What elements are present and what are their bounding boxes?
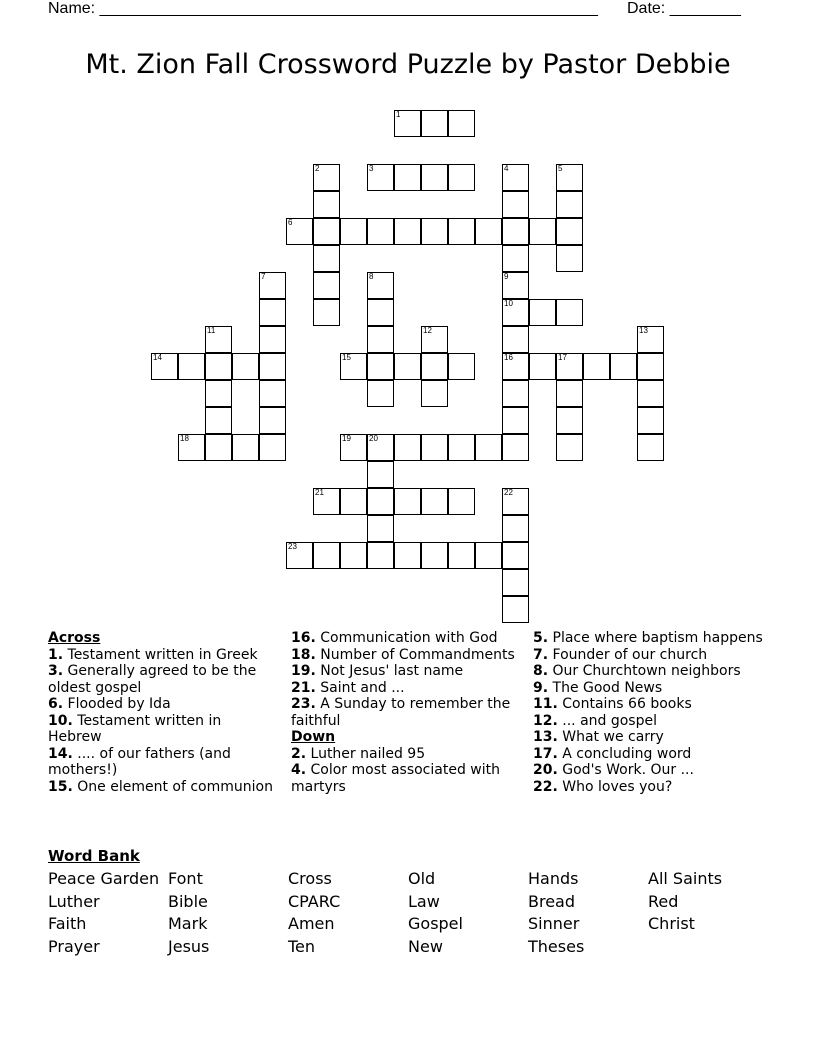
clue-number: 18. bbox=[291, 646, 316, 663]
grid-cell[interactable] bbox=[421, 110, 448, 137]
clue-number: 5. bbox=[533, 630, 549, 646]
word-bank-item: Red bbox=[648, 891, 679, 911]
clue-text: One element of communion bbox=[77, 778, 273, 795]
grid-cell[interactable] bbox=[340, 353, 367, 380]
clue-down-8 bbox=[533, 663, 773, 680]
grid-cell[interactable] bbox=[448, 110, 475, 137]
grid-cell[interactable] bbox=[448, 542, 475, 569]
clue-across-10 bbox=[48, 713, 278, 746]
cell-number: 18 bbox=[180, 434, 189, 443]
grid-cell[interactable] bbox=[448, 218, 475, 245]
grid-cell[interactable] bbox=[205, 326, 232, 353]
cell-number: 19 bbox=[342, 434, 351, 443]
grid-cell[interactable] bbox=[313, 272, 340, 299]
grid-cell[interactable] bbox=[529, 218, 556, 245]
grid-cell[interactable] bbox=[205, 380, 232, 407]
word-bank-column bbox=[408, 868, 528, 958]
clue-text: Communication with God bbox=[320, 630, 498, 646]
cell-number: 4 bbox=[504, 164, 509, 173]
grid-cell[interactable] bbox=[421, 488, 448, 515]
clue-text: The Good News bbox=[552, 679, 663, 696]
grid-cell[interactable] bbox=[502, 380, 529, 407]
grid-cell[interactable] bbox=[313, 218, 340, 245]
grid-cell[interactable] bbox=[637, 434, 664, 461]
word-bank-item: CPARC bbox=[288, 891, 341, 911]
grid-cell[interactable] bbox=[367, 515, 394, 542]
grid-cell[interactable] bbox=[502, 272, 529, 299]
word-bank-column bbox=[648, 868, 768, 936]
clue-number: 10. bbox=[48, 712, 73, 729]
word-bank-item: Amen bbox=[288, 914, 335, 933]
grid-cell[interactable] bbox=[259, 353, 286, 380]
clues-column-1 bbox=[48, 630, 278, 795]
clue-down-17 bbox=[533, 746, 773, 763]
clue-across-19 bbox=[291, 663, 521, 680]
grid-cell[interactable] bbox=[367, 542, 394, 569]
grid-cell[interactable] bbox=[502, 596, 529, 623]
clue-text: .... of our fathers (and mothers!) bbox=[48, 745, 231, 778]
clue-number: 8. bbox=[533, 663, 549, 679]
clue-across-23 bbox=[291, 696, 521, 729]
clue-number: 2. bbox=[291, 745, 307, 762]
clue-number: 4. bbox=[291, 762, 307, 778]
date-field-label: Date: ________ bbox=[627, 0, 741, 17]
grid-cell[interactable] bbox=[313, 299, 340, 326]
word-bank-item: Faith bbox=[48, 914, 87, 933]
grid-cell[interactable] bbox=[340, 488, 367, 515]
grid-cell[interactable] bbox=[475, 542, 502, 569]
cell-number: 20 bbox=[369, 434, 378, 443]
clue-text: What we carry bbox=[562, 729, 664, 745]
clues-column-3 bbox=[533, 630, 773, 795]
grid-cell[interactable] bbox=[367, 434, 394, 461]
grid-cell[interactable] bbox=[421, 218, 448, 245]
word-bank-item: Luther bbox=[48, 891, 100, 911]
grid-cell[interactable] bbox=[340, 218, 367, 245]
clue-text: Not Jesus' last name bbox=[320, 663, 464, 679]
grid-cell[interactable] bbox=[448, 488, 475, 515]
clue-text: Contains 66 books bbox=[562, 696, 692, 712]
word-bank-item: Gospel bbox=[408, 914, 463, 933]
clue-text: Number of Commandments bbox=[320, 646, 515, 663]
word-bank-item: Law bbox=[408, 891, 440, 911]
grid-cell[interactable] bbox=[313, 245, 340, 272]
grid-cell[interactable] bbox=[448, 353, 475, 380]
clue-down-20 bbox=[533, 762, 773, 779]
grid-cell[interactable] bbox=[340, 434, 367, 461]
clue-text: Generally agreed to be the oldest gospel bbox=[48, 663, 257, 696]
word-bank-column bbox=[288, 868, 408, 958]
grid-cell[interactable] bbox=[367, 326, 394, 353]
grid-cell[interactable] bbox=[259, 407, 286, 434]
cell-number: 2 bbox=[315, 164, 320, 173]
word-bank-column bbox=[168, 868, 288, 958]
word-bank-item: Jesus bbox=[168, 936, 210, 956]
clue-number: 11. bbox=[533, 696, 558, 712]
grid-cell[interactable] bbox=[421, 542, 448, 569]
cell-number: 16 bbox=[504, 353, 513, 362]
clue-across-15 bbox=[48, 779, 278, 796]
grid-cell[interactable] bbox=[502, 434, 529, 461]
grid-cell[interactable] bbox=[286, 218, 313, 245]
grid-cell[interactable] bbox=[367, 461, 394, 488]
grid-cell[interactable] bbox=[610, 353, 637, 380]
word-bank-item: Font bbox=[168, 869, 203, 888]
grid-cell[interactable] bbox=[367, 218, 394, 245]
clue-down-4 bbox=[291, 762, 521, 795]
clue-number: 12. bbox=[533, 712, 558, 729]
grid-cell[interactable] bbox=[394, 434, 421, 461]
grid-cell[interactable] bbox=[556, 353, 583, 380]
clue-down-11 bbox=[533, 696, 773, 713]
grid-cell[interactable] bbox=[394, 542, 421, 569]
clue-text: A Sunday to remember the faithful bbox=[291, 696, 511, 729]
clue-across-3 bbox=[48, 663, 278, 696]
word-bank-item: Sinner bbox=[528, 914, 580, 933]
grid-cell[interactable] bbox=[367, 488, 394, 515]
word-bank-title: Word Bank bbox=[48, 847, 140, 865]
grid-cell[interactable] bbox=[232, 434, 259, 461]
grid-cell[interactable] bbox=[367, 272, 394, 299]
cell-number: 13 bbox=[639, 326, 648, 335]
grid-cell[interactable] bbox=[448, 434, 475, 461]
across-heading: Across bbox=[48, 630, 101, 646]
grid-cell[interactable] bbox=[313, 164, 340, 191]
grid-cell[interactable] bbox=[502, 353, 529, 380]
grid-cell[interactable] bbox=[475, 218, 502, 245]
word-bank-item: New bbox=[408, 936, 443, 956]
grid-cell[interactable] bbox=[556, 191, 583, 218]
grid-cell[interactable] bbox=[340, 542, 367, 569]
clue-text: Who loves you? bbox=[562, 778, 673, 795]
clue-text: Luther nailed 95 bbox=[310, 745, 426, 762]
grid-cell[interactable] bbox=[475, 434, 502, 461]
clue-number: 21. bbox=[291, 679, 316, 696]
cell-number: 3 bbox=[369, 164, 374, 173]
grid-cell[interactable] bbox=[205, 407, 232, 434]
word-bank-column bbox=[528, 868, 648, 958]
clue-number: 9. bbox=[533, 679, 549, 696]
word-bank-item: Old bbox=[408, 869, 436, 888]
clue-down-5 bbox=[533, 630, 773, 647]
grid-cell[interactable] bbox=[259, 272, 286, 299]
grid-cell[interactable] bbox=[502, 569, 529, 596]
word-bank-column bbox=[48, 868, 168, 958]
cell-number: 1 bbox=[396, 110, 401, 119]
clue-text: ... and gospel bbox=[562, 712, 657, 729]
grid-cell[interactable] bbox=[502, 488, 529, 515]
cell-number: 9 bbox=[504, 272, 509, 281]
word-bank-item: Prayer bbox=[48, 936, 100, 956]
grid-cell[interactable] bbox=[421, 326, 448, 353]
grid-cell[interactable] bbox=[394, 218, 421, 245]
down-heading: Down bbox=[291, 729, 336, 745]
grid-cell[interactable] bbox=[556, 434, 583, 461]
grid-cell[interactable] bbox=[259, 326, 286, 353]
clue-text: Testament written in Greek bbox=[67, 646, 258, 663]
clue-text: Place where baptism happens bbox=[552, 630, 763, 646]
grid-cell[interactable] bbox=[502, 218, 529, 245]
clue-down-12 bbox=[533, 713, 773, 730]
clue-text: A concluding word bbox=[562, 745, 692, 762]
word-bank-item: All Saints bbox=[648, 869, 723, 888]
grid-cell[interactable] bbox=[151, 353, 178, 380]
clue-text: Our Churchtown neighbors bbox=[552, 663, 741, 679]
clue-number: 3. bbox=[48, 663, 64, 679]
clue-text: Testament written in Hebrew bbox=[48, 712, 222, 745]
grid-cell[interactable] bbox=[502, 299, 529, 326]
clue-text: Founder of our church bbox=[552, 646, 708, 663]
clue-number: 1. bbox=[48, 646, 64, 663]
grid-cell[interactable] bbox=[394, 488, 421, 515]
word-bank-item: Bread bbox=[528, 891, 576, 911]
grid-cell[interactable] bbox=[502, 245, 529, 272]
cell-number: 8 bbox=[369, 272, 374, 281]
grid-cell[interactable] bbox=[313, 191, 340, 218]
grid-cell[interactable] bbox=[205, 353, 232, 380]
clue-number: 19. bbox=[291, 663, 316, 679]
grid-cell[interactable] bbox=[637, 326, 664, 353]
grid-cell[interactable] bbox=[421, 380, 448, 407]
page-title: Mt. Zion Fall Crossword Puzzle by Pastor Debbie bbox=[85, 49, 731, 80]
clue-text: Color most associated with martyrs bbox=[291, 762, 500, 795]
clue-number: 16. bbox=[291, 630, 316, 646]
grid-cell[interactable] bbox=[637, 380, 664, 407]
grid-cell[interactable] bbox=[205, 434, 232, 461]
clue-down-9 bbox=[533, 680, 773, 697]
clue-number: 7. bbox=[533, 646, 549, 663]
clue-number: 22. bbox=[533, 778, 558, 795]
grid-cell[interactable] bbox=[367, 299, 394, 326]
grid-cell[interactable] bbox=[637, 407, 664, 434]
word-bank-item: Mark bbox=[168, 914, 208, 933]
grid-cell[interactable] bbox=[529, 353, 556, 380]
cell-number: 10 bbox=[504, 299, 513, 308]
grid-cell[interactable] bbox=[556, 299, 583, 326]
grid-cell[interactable] bbox=[502, 326, 529, 353]
grid-cell[interactable] bbox=[556, 380, 583, 407]
clue-number: 6. bbox=[48, 696, 64, 712]
grid-cell[interactable] bbox=[313, 488, 340, 515]
grid-cell[interactable] bbox=[637, 353, 664, 380]
grid-cell[interactable] bbox=[502, 542, 529, 569]
clue-number: 14. bbox=[48, 745, 73, 762]
grid-cell[interactable] bbox=[367, 164, 394, 191]
grid-cell[interactable] bbox=[502, 191, 529, 218]
grid-cell[interactable] bbox=[421, 164, 448, 191]
clue-across-14 bbox=[48, 746, 278, 779]
grid-cell[interactable] bbox=[583, 353, 610, 380]
grid-cell[interactable] bbox=[313, 542, 340, 569]
cell-number: 7 bbox=[261, 272, 266, 281]
word-bank-item: Ten bbox=[288, 936, 316, 956]
clue-number: 15. bbox=[48, 778, 73, 795]
cell-number: 22 bbox=[504, 488, 513, 497]
grid-cell[interactable] bbox=[178, 434, 205, 461]
grid-cell[interactable] bbox=[556, 407, 583, 434]
grid-cell[interactable] bbox=[259, 380, 286, 407]
word-bank-item: Hands bbox=[528, 869, 579, 888]
grid-cell[interactable] bbox=[448, 164, 475, 191]
clue-number: 17. bbox=[533, 745, 558, 762]
word-bank-item: Peace Garden bbox=[48, 869, 160, 888]
clue-number: 20. bbox=[533, 762, 558, 778]
word-bank-item: Christ bbox=[648, 914, 695, 933]
clue-number: 13. bbox=[533, 729, 558, 745]
cell-number: 21 bbox=[315, 488, 324, 497]
grid-cell[interactable] bbox=[178, 353, 205, 380]
grid-cell[interactable] bbox=[367, 380, 394, 407]
word-bank-item: Theses bbox=[528, 936, 585, 956]
clue-across-1 bbox=[48, 647, 278, 664]
clue-down-22 bbox=[533, 779, 773, 796]
word-bank-item: Bible bbox=[168, 891, 208, 911]
cell-number: 6 bbox=[288, 218, 293, 227]
grid-cell[interactable] bbox=[421, 434, 448, 461]
clue-across-21 bbox=[291, 680, 521, 697]
clue-text: Saint and ... bbox=[320, 679, 405, 696]
clue-across-18 bbox=[291, 647, 521, 664]
grid-cell[interactable] bbox=[259, 299, 286, 326]
cell-number: 15 bbox=[342, 353, 351, 362]
grid-cell[interactable] bbox=[259, 434, 286, 461]
clue-down-13 bbox=[533, 729, 773, 746]
clue-across-6 bbox=[48, 696, 278, 713]
cell-number: 5 bbox=[558, 164, 563, 173]
word-bank-item: Cross bbox=[288, 869, 332, 888]
clue-number: 23. bbox=[291, 696, 316, 712]
cell-number: 17 bbox=[558, 353, 567, 362]
grid-cell[interactable] bbox=[502, 515, 529, 542]
clues-column-2 bbox=[291, 630, 521, 795]
grid-cell[interactable] bbox=[421, 353, 448, 380]
grid-cell[interactable] bbox=[394, 353, 421, 380]
clue-text: Flooded by Ida bbox=[67, 696, 171, 712]
name-field-label: Name: ________________________________________________________ bbox=[48, 0, 598, 17]
grid-cell[interactable] bbox=[232, 353, 259, 380]
clue-across-16 bbox=[291, 630, 521, 647]
clue-text: God's Work. Our ... bbox=[562, 762, 694, 778]
grid-cell[interactable] bbox=[286, 542, 313, 569]
clue-down-2 bbox=[291, 746, 521, 763]
grid-cell[interactable] bbox=[367, 353, 394, 380]
grid-cell[interactable] bbox=[502, 164, 529, 191]
clue-down-7 bbox=[533, 647, 773, 664]
grid-cell[interactable] bbox=[502, 407, 529, 434]
grid-cell[interactable] bbox=[556, 164, 583, 191]
grid-cell[interactable] bbox=[556, 218, 583, 245]
cell-number: 12 bbox=[423, 326, 432, 335]
grid-cell[interactable] bbox=[394, 164, 421, 191]
cell-number: 14 bbox=[153, 353, 162, 362]
cell-number: 11 bbox=[207, 326, 216, 335]
grid-cell[interactable] bbox=[529, 299, 556, 326]
grid-cell[interactable] bbox=[556, 245, 583, 272]
grid-cell[interactable] bbox=[394, 110, 421, 137]
cell-number: 23 bbox=[288, 542, 297, 551]
